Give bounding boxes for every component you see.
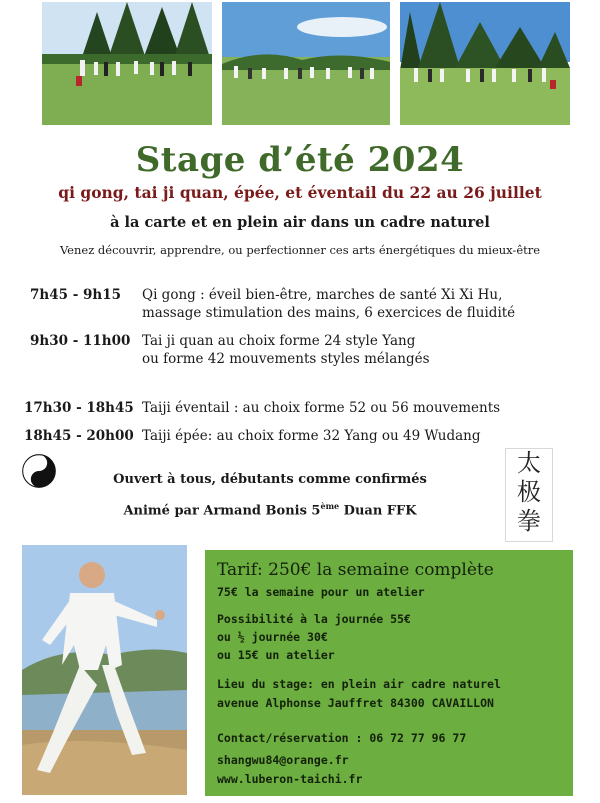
tagline: à la carte et en plein air dans un cadre naturel — [110, 214, 490, 231]
schedule-time: 7h45 - 9h15 — [30, 287, 121, 303]
chinese-characters-box — [505, 448, 553, 542]
animator-superscript: ème — [320, 501, 340, 511]
animator-prefix: Animé par Armand Bonis 5 — [123, 503, 321, 519]
chinese-char: 太 — [517, 449, 541, 477]
info-panel — [205, 550, 573, 796]
price-day: Possibilité à la journée 55€ — [217, 612, 411, 626]
half-day-suffix: journée 30€ — [244, 630, 328, 644]
animator-text — [0, 501, 540, 518]
intro-text: Venez découvrir, apprendre, ou perfectionner ces arts énergétiques du mieux-être — [59, 243, 541, 257]
contact-phone[interactable]: Contact/réservation : 06 72 77 96 77 — [217, 731, 467, 745]
subtitle: qi gong, tai ji quan, épée, et éventail du 22 au 26 juillet — [58, 183, 542, 202]
price-half-day — [217, 630, 328, 644]
photo-group-practice-2 — [222, 2, 390, 125]
chinese-char: 拳 — [517, 507, 541, 535]
half-day-fraction: ½ — [237, 630, 245, 644]
schedule-description: Tai ji quan au choix forme 24 style Yang — [142, 333, 416, 349]
contact-website[interactable]: www.luberon-taichi.fr — [217, 772, 363, 786]
schedule-time: 18h45 - 20h00 — [24, 428, 134, 444]
schedule-description: massage stimulation des mains, 6 exercices de fluidité — [142, 305, 516, 321]
open-to-all-text: Ouvert à tous, débutants comme confirmés — [113, 472, 427, 487]
schedule-description: Taiji épée: au choix forme 32 Yang ou 49 Wudang — [142, 428, 481, 444]
chinese-char: 极 — [517, 478, 541, 506]
schedule-description: Taiji éventail : au choix forme 52 ou 56 mouvements — [142, 400, 501, 416]
price-atelier: ou 15€ un atelier — [217, 648, 335, 662]
half-day-prefix: ou — [217, 630, 238, 644]
location-line-2: avenue Alphonse Jauffret 84300 CAVAILLON — [217, 696, 494, 710]
photo-group-practice-1 — [42, 2, 212, 125]
schedule-description: ou forme 42 mouvements styles mélangés — [142, 351, 430, 367]
contact-email[interactable]: shangwu84@orange.fr — [217, 753, 349, 767]
page-title: Stage d’été 2024 — [135, 140, 465, 180]
schedule-time: 9h30 - 11h00 — [30, 333, 131, 349]
location-line-1: Lieu du stage: en plein air cadre naturel — [217, 677, 501, 691]
photo-group-practice-3 — [400, 2, 570, 125]
instructor-photo — [22, 545, 187, 795]
tarif-text: Tarif: 250€ la semaine complète — [217, 560, 494, 580]
schedule-description: Qi gong : éveil bien-être, marches de santé Xi Xi Hu, — [142, 287, 503, 303]
schedule-time: 17h30 - 18h45 — [24, 400, 134, 416]
price-week-atelier: 75€ la semaine pour un atelier — [217, 585, 425, 599]
animator-suffix: Duan FFK — [339, 503, 417, 519]
